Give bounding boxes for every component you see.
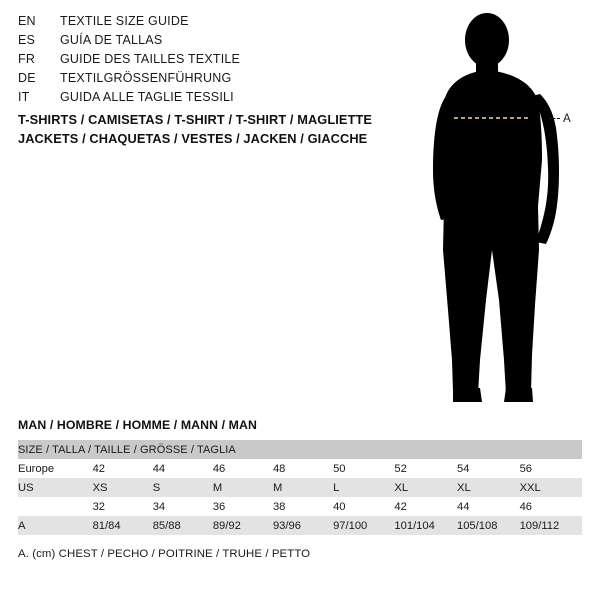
language-code: DE [18,71,36,85]
table-cell: XS [93,478,153,497]
table-header-label: SIZE / TALLA / TAILLE / GRÖSSE / TAGLIA [18,440,582,459]
table-header-row [18,440,582,459]
table-cell: 109/112 [520,516,582,535]
table-cell: 46 [213,459,273,478]
male-silhouette-figure [400,10,600,405]
table-cell: 36 [213,497,273,516]
table-cell: L [333,478,394,497]
language-text: GUÍA DE TALLAS [60,33,163,47]
row-label-europe: Europe [18,459,93,478]
row-label-blank [18,497,93,516]
table-cell: 89/92 [213,516,273,535]
row-label-a: A [18,516,93,535]
table-cell: 81/84 [93,516,153,535]
table-cell: 44 [153,459,213,478]
table-cell: M [273,478,333,497]
language-row [18,52,398,71]
table-cell: XXL [520,478,582,497]
table-row [18,459,582,478]
table-row [18,478,582,497]
table-cell: M [213,478,273,497]
table-cell: 42 [394,497,457,516]
table-cell: 50 [333,459,394,478]
table-cell: 85/88 [153,516,213,535]
category-block [18,110,418,148]
table-cell: XL [457,478,520,497]
table-cell: 97/100 [333,516,394,535]
table-cell: 54 [457,459,520,478]
language-row [18,33,398,52]
language-row [18,90,398,109]
category-line-jackets: JACKETS / CHAQUETAS / VESTES / JACKEN / GIACCHE [18,131,368,146]
table-cell: 44 [457,497,520,516]
table-title: MAN / HOMBRE / HOMME / MANN / MAN [18,418,257,432]
table-cell: 101/104 [394,516,457,535]
language-text: TEXTILGRÖSSENFÜHRUNG [60,71,232,85]
language-code: FR [18,52,36,66]
table-cell: 52 [394,459,457,478]
table-cell: 93/96 [273,516,333,535]
row-label-us: US [18,478,93,497]
table-cell: 32 [93,497,153,516]
silhouette-icon [400,10,600,405]
measure-leader-line [548,118,560,119]
table-cell: XL [394,478,457,497]
language-text: GUIDA ALLE TAGLIE TESSILI [60,90,234,104]
language-text: TEXTILE SIZE GUIDE [60,14,189,28]
table-cell: 48 [273,459,333,478]
language-text: GUIDE DES TAILLES TEXTILE [60,52,241,66]
language-code: IT [18,90,30,104]
table-cell: 56 [520,459,582,478]
language-code: EN [18,14,36,28]
table-cell: S [153,478,213,497]
language-header-block [18,14,398,109]
table-row [18,497,582,516]
category-line-tshirts: T-SHIRTS / CAMISETAS / T-SHIRT / T-SHIRT / MAGLIETTE [18,112,373,127]
measure-label-a: A [563,113,571,125]
table-cell: 40 [333,497,394,516]
language-row [18,71,398,90]
table-cell: 34 [153,497,213,516]
size-table [18,440,582,535]
table-cell: 42 [93,459,153,478]
footnote: A. (cm) CHEST / PECHO / POITRINE / TRUHE / PETTO [18,548,311,560]
language-row [18,14,398,33]
table-row [18,516,582,535]
table-cell: 46 [520,497,582,516]
table-cell: 105/108 [457,516,520,535]
language-code: ES [18,33,36,47]
table-cell: 38 [273,497,333,516]
